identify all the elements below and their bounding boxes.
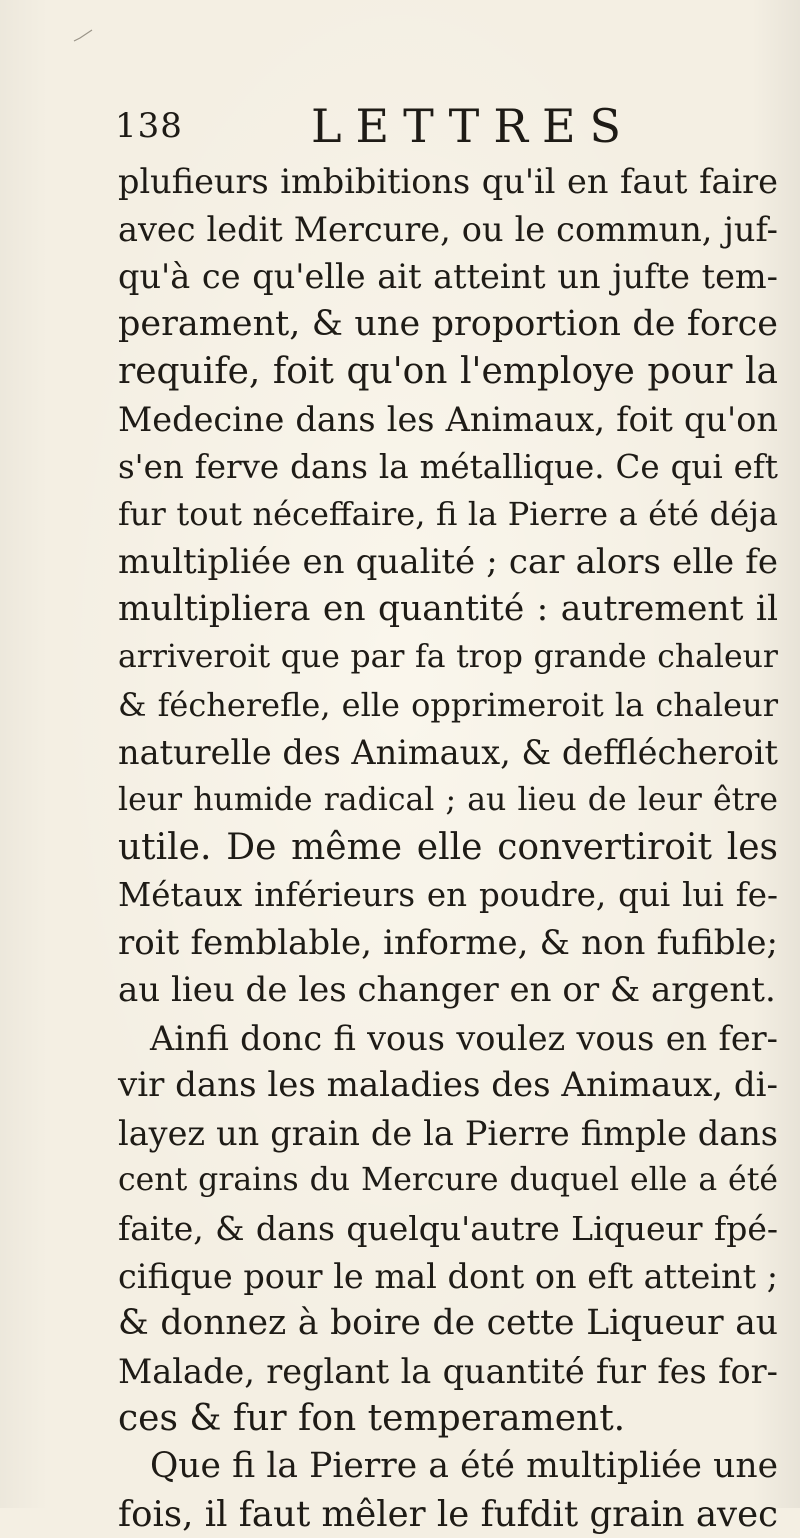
text-line: requife, foit qu'on l'employe pour la bbox=[118, 351, 778, 393]
text-line: s'en ferve dans la métallique. Ce qui eft bbox=[118, 447, 778, 486]
text-line: perament, & une proportion de force bbox=[118, 303, 778, 344]
text-line: Métaux inférieurs en poudre, qui lui fe- bbox=[118, 875, 778, 914]
text-line: faite, & dans quelqu'autre Liqueur fpé- bbox=[118, 1209, 778, 1249]
text-line: layez un grain de la Pierre fimple dans bbox=[118, 1113, 778, 1153]
body-text bbox=[118, 158, 778, 1538]
text-line: leur humide radical ; au lieu de leur être bbox=[118, 781, 778, 818]
text-line: multipliera en quantité : autrement il bbox=[118, 589, 778, 630]
text-line: & donnez à boire de cette Liqueur au bbox=[118, 1303, 778, 1344]
text-line: Malade, reglant la quantité fur fes for- bbox=[118, 1351, 778, 1391]
text-line: Medecine dans les Animaux, foit qu'on bbox=[118, 399, 778, 439]
text-line: cent grains du Mercure duquel elle a été bbox=[118, 1162, 778, 1199]
text-line: vir dans les maladies des Animaux, di- bbox=[118, 1065, 779, 1106]
pencil-mark-icon bbox=[72, 28, 94, 44]
text-line: & fécherefle, elle opprimeroit la chaleur bbox=[118, 685, 778, 724]
text-line: fur tout néceffaire, fi la Pierre a été déja bbox=[118, 495, 778, 534]
text-line: cifique pour le mal dont on eft atteint ; bbox=[118, 1256, 778, 1296]
text-line: ces & fur fon temperament. bbox=[118, 1398, 626, 1440]
paragraph-first-line: Ainfi donc fi vous voulez vous en fer- bbox=[150, 1018, 778, 1058]
text-line: arriveroit que par fa trop grande chaleur bbox=[118, 638, 778, 675]
text-line: utile. De même elle convertiroit les bbox=[118, 827, 778, 869]
text-line: qu'à ce qu'elle ait atteint un jufte tem- bbox=[118, 257, 778, 297]
text-line: naturelle des Animaux, & defflécheroit bbox=[118, 733, 779, 773]
page-number: 138 bbox=[115, 106, 183, 146]
text-line: roit femblable, informe, & non fufible; bbox=[118, 922, 778, 963]
running-title: LETTRES bbox=[311, 99, 636, 153]
paragraph-first-line: Que fi la Pierre a été multipliée une bbox=[150, 1446, 778, 1487]
text-line: plufieurs imbibitions qu'il en faut faire bbox=[118, 162, 778, 201]
page-header bbox=[115, 100, 775, 160]
text-line: multipliée en qualité ; car alors elle fe bbox=[118, 541, 778, 582]
text-line: fois, il faut mêler le fufdit grain avec bbox=[118, 1493, 778, 1535]
text-line: au lieu de les changer en or & argent. bbox=[118, 970, 776, 1011]
text-line: avec ledit Mercure, ou le commun, juf- bbox=[118, 209, 778, 249]
